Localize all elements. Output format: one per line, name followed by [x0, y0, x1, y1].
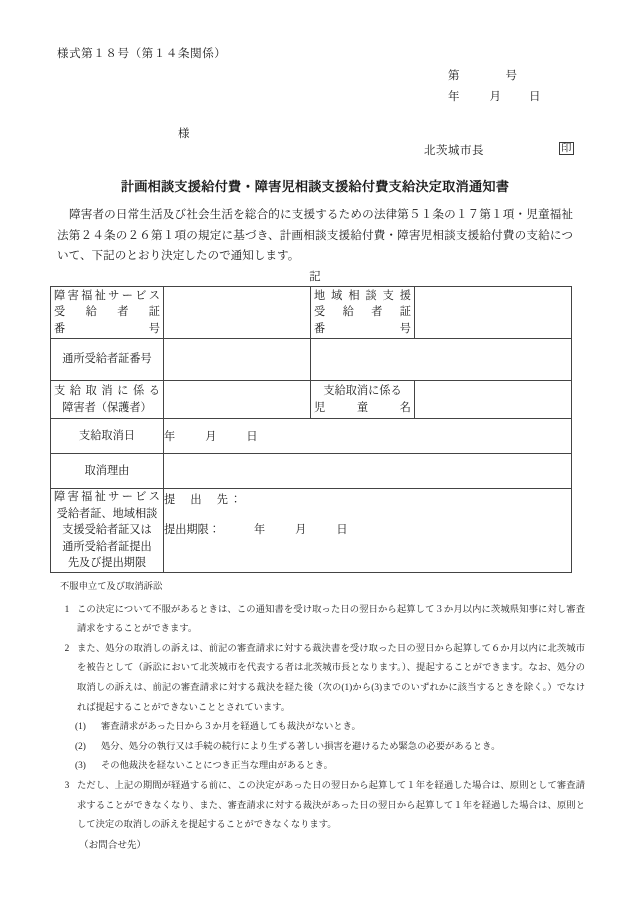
document-number-suffix: 号	[505, 70, 517, 82]
submission-deadline-label: 提出期限：	[164, 524, 220, 536]
notice-sub-item-1-text: 審査請求があった日から３か月を経過しても裁決がないとき。	[101, 722, 361, 733]
input-daycare-cert-number[interactable]	[164, 339, 311, 381]
input-cancellation-date[interactable]	[164, 419, 572, 454]
label-cancellation-reason: 取消理由	[51, 454, 164, 489]
notice-item-1	[57, 601, 585, 640]
decision-details-table	[50, 286, 572, 573]
notice-sub-item-2-text: 処分、処分の執行又は手続の続行により生ずる著しい損害を避けるため緊急の必要があるとき。	[101, 741, 501, 752]
notice-item-2	[57, 640, 585, 718]
input-cancellation-disabled-person[interactable]	[164, 381, 311, 419]
label-cancellation-child-name: 支給取消に係る 児 童 名	[311, 381, 415, 419]
label-cancellation-disabled-person: 支給取消に係る 障害者（保護者）	[51, 381, 164, 419]
input-regional-consult-cert-number[interactable]	[415, 287, 572, 339]
appeal-notice-heading: 不服申立て及び取消訴訟	[60, 582, 163, 592]
notice-item-2-text: また、処分の取消しの訴えは、前記の審査請求に対する裁決書を受け取った日の翌日から起算して６か月以内に北茨城市を被告として（訴訟において北茨城市を代表する者は北茨城市長となります。）、提起することができます。なお、処分の取消しの訴えは、前記の審査請求に対する裁決を経た後（次の(1)から(3)までのいずれかに該当するときを除く。）でなければ提起することができないこととされています。	[77, 643, 585, 713]
input-submission-details[interactable]	[164, 489, 572, 573]
notice-item-3-number: 3	[64, 780, 70, 791]
notice-sub-item-3-text: その他裁決を経ないことにつき正当な理由があるとき。	[101, 761, 333, 772]
table-row-cancellation-persons	[51, 381, 572, 419]
label-submission-destination-deadline: 障害福祉サービス 受給者証、地域相談 支援受給者証又は 通所受給者証提出 先及び提出期限	[51, 489, 164, 573]
notice-item-1-text: この決定について不服があるときは、この通知書を受け取った日の翌日から起算して３か月以内に茨城県知事に対し審査請求をすることができます。	[77, 604, 585, 635]
submission-deadline-year: 年	[253, 524, 266, 536]
label-cancellation-date: 支給取消日	[51, 419, 164, 454]
document-title: 計画相談支援給付費・障害児相談支援給付費支給決定取消通知書	[120, 179, 510, 194]
input-welfare-service-cert-number[interactable]	[164, 287, 311, 339]
addressee-honorific: 様	[178, 128, 190, 140]
cancellation-date-day: 日	[246, 431, 258, 443]
body-paragraph: 障害者の日常生活及び社会生活を総合的に支援するための法律第５１条の１７第１項・児童福祉法第２４条の２６第１項の規定に基づき、計画相談支援給付費・障害児相談支援給付費の支給について、下記のとおり決定したので通知します。	[57, 208, 573, 262]
submission-deadline-day: 日	[336, 524, 348, 536]
table-row-recipient-numbers	[51, 287, 572, 339]
table-row-daycare-cert-number	[51, 339, 572, 381]
table-row-cancellation-date	[51, 419, 572, 454]
input-cancellation-child-name[interactable]	[415, 381, 572, 419]
notice-sub-item-3-number: (3)	[75, 761, 86, 772]
notice-sub-item-2	[57, 738, 585, 758]
notice-sub-list	[57, 718, 585, 777]
document-date-line	[448, 88, 568, 104]
document-number-label: 第	[448, 70, 460, 82]
table-row-cancellation-reason	[51, 454, 572, 489]
input-cancellation-reason[interactable]	[164, 454, 572, 489]
date-day-label: 日	[529, 91, 541, 103]
form-number: 様式第１８号（第１４条関係）	[57, 48, 227, 60]
seal-mark-icon: 印	[561, 143, 572, 154]
document-number-line	[448, 67, 568, 83]
notice-sub-item-3	[57, 757, 585, 777]
date-year-label: 年	[448, 91, 460, 103]
label-regional-consult-cert-number: 地域相談支援 受 給 者 証 番 号	[311, 287, 415, 339]
notice-sub-item-1	[57, 718, 585, 738]
notice-item-2-number: 2	[64, 643, 70, 654]
ki-marker: 記	[309, 271, 321, 283]
cancellation-date-year: 年	[164, 431, 176, 443]
submission-deadline-month: 月	[295, 524, 307, 536]
cancellation-date-month: 月	[205, 431, 217, 443]
issuer-name: 北茨城市長	[424, 145, 484, 157]
label-daycare-cert-number: 通所受給者証番号	[51, 339, 164, 381]
date-month-label: 月	[489, 91, 501, 103]
notice-sub-item-2-number: (2)	[75, 741, 86, 752]
notice-item-3-text: ただし、上記の期間が経過する前に、この決定があった日の翌日から起算して１年を経過した場合は、原則として審査請求することができなくなり、また、審査請求に対する裁決があった日の翌日から起算して１年を経過した場合は、原則として決定の取消しの訴えを提起することができなくなります。	[77, 780, 585, 831]
submission-destination-label: 提 出 先：	[164, 494, 244, 506]
notice-item-3	[57, 777, 585, 836]
appeal-notice-section	[57, 578, 585, 855]
contact-label: （お問合せ先）	[79, 839, 147, 851]
notice-item-1-number: 1	[64, 604, 70, 615]
label-welfare-service-cert-number: 障害福祉サービス 受 給 者 証 番 号	[51, 287, 164, 339]
table-row-submission	[51, 489, 572, 573]
blank-cell-daycare-row	[311, 339, 572, 381]
submission-deadline-line	[164, 519, 571, 541]
notice-sub-item-1-number: (1)	[75, 722, 86, 733]
